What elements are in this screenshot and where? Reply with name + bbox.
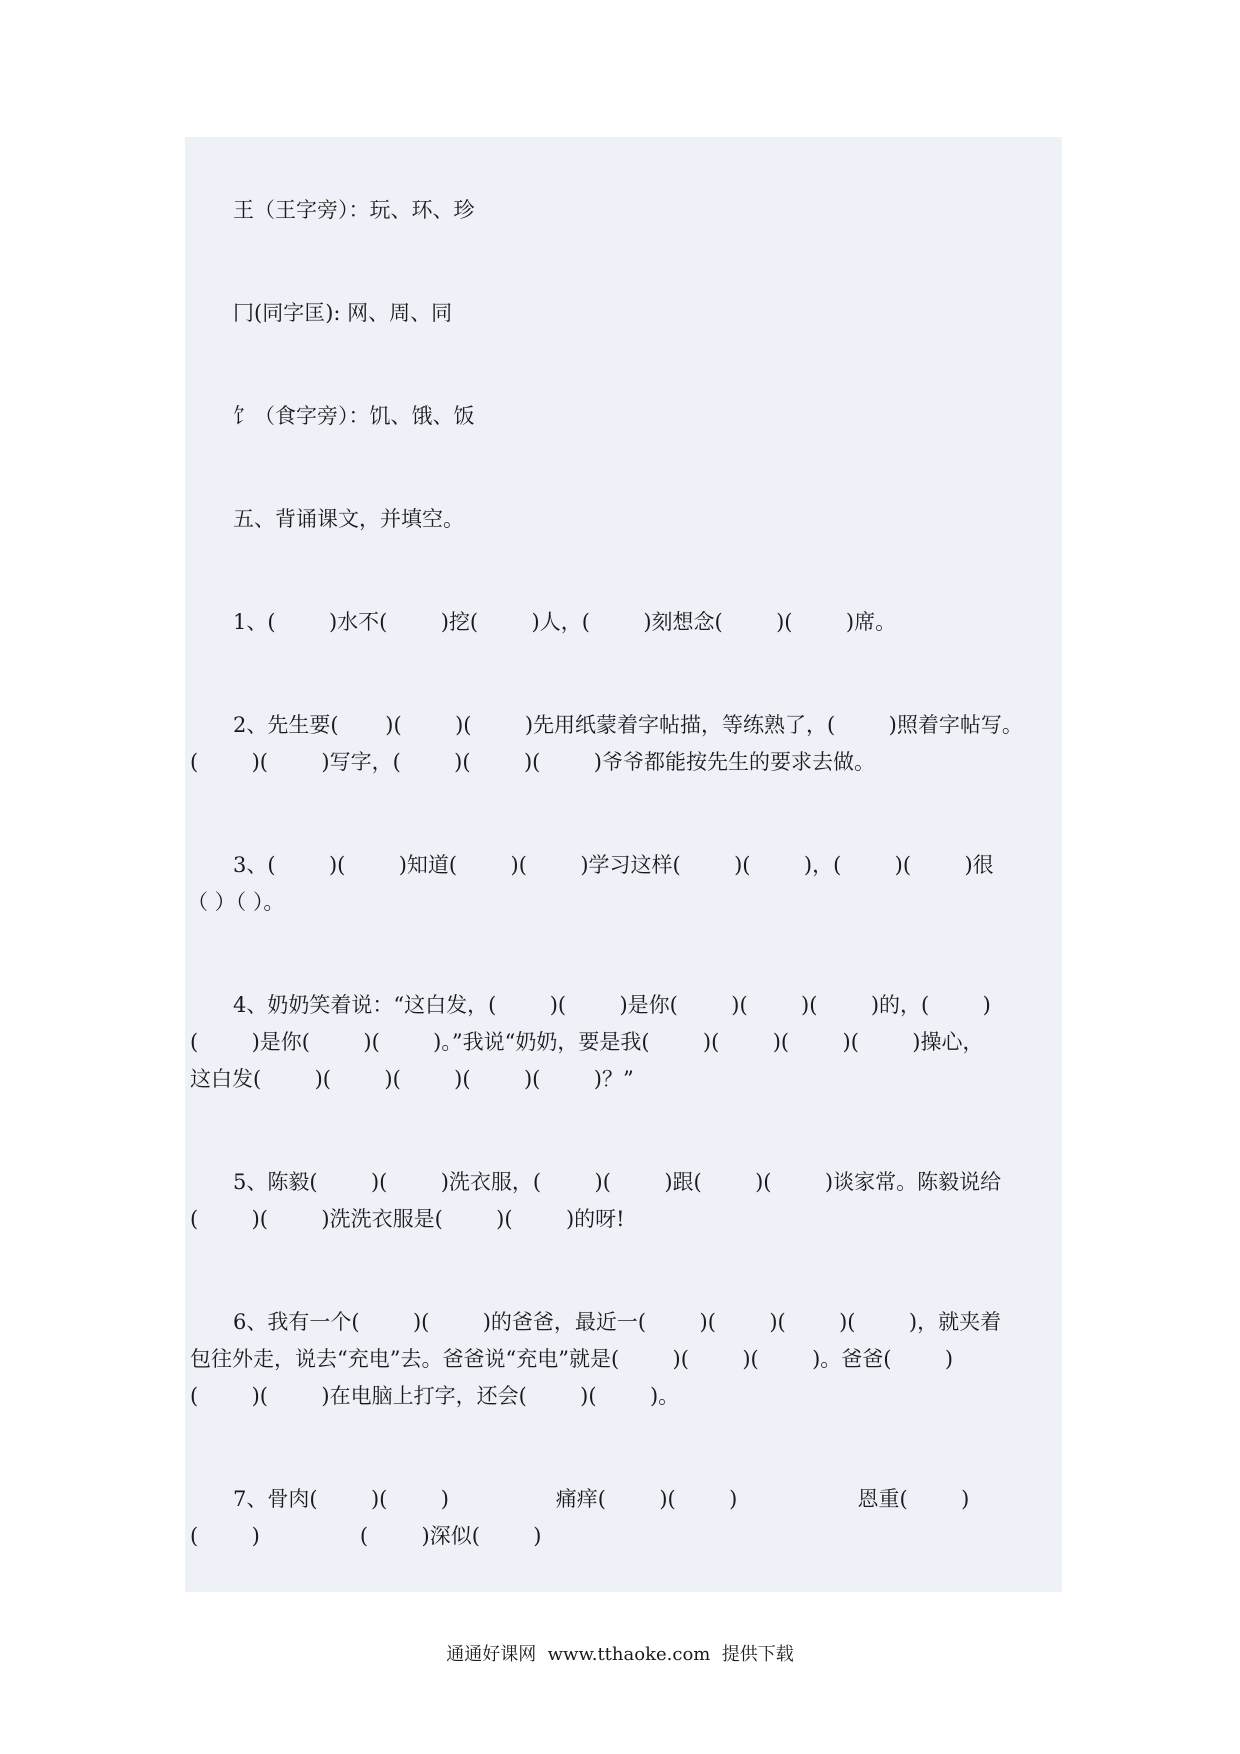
radical-line-jiong: 冂(同字匡): 网、周、同 — [233, 301, 453, 325]
radical-line-shi: 饣（食字旁）：饥、饿、饭 — [233, 404, 475, 428]
footer-credit: 通通好课网 www.tthaoke.com 提供下载 — [446, 1644, 794, 1665]
section-title: 五、背诵课文，并填空。 — [233, 507, 464, 531]
question-4-line-3: 这白发( )( )( )( )( )？” — [190, 1067, 634, 1091]
question-4-line-1: 4、奶奶笑着说：“这白发，( )( )是你( )( )( )的，( ) — [233, 993, 991, 1017]
question-5-line-2: ( )( )洗洗衣服是( )( )的呀! — [190, 1207, 625, 1231]
question-1-line-1: 1、( )水不( )挖( )人，( )刻想念( )( )席。 — [233, 610, 897, 634]
question-7-line-2: ( ) ( )深似( ) — [190, 1524, 542, 1548]
question-6-line-1: 6、我有一个( )( )的爸爸，最近一( )( )( )( )，就夹着 — [233, 1310, 1002, 1334]
question-5-line-1: 5、陈毅( )( )洗衣服，( )( )跟( )( )谈家常。陈毅说给 — [233, 1170, 1002, 1194]
question-2-line-2: ( )( )写字，( )( )( )爷爷都能按先生的要求去做。 — [190, 750, 875, 774]
question-3-line-2: （ ）（ ）。 — [187, 890, 285, 914]
question-3-line-1: 3、( )( )知道( )( )学习这样( )( )，( )( )很 — [233, 853, 994, 877]
question-2-line-1: 2、先生要( )( )( )先用纸蒙着字帖描，等练熟了，( )照着字帖写。 — [233, 713, 1023, 737]
question-7-line-1: 7、骨肉( )( ) 痛痒( )( ) 恩重( ) — [233, 1487, 970, 1511]
radical-line-wang: 王（王字旁）：玩、环、珍 — [233, 198, 475, 222]
worksheet-panel — [185, 137, 1062, 1592]
question-4-line-2: ( )是你( )( )。”我说“奶奶，要是我( )( )( )( )操心， — [190, 1030, 984, 1054]
question-6-line-3: ( )( )在电脑上打字，还会( )( )。 — [190, 1384, 680, 1408]
question-6-line-2: 包往外走，说去“充电”去。爸爸说“充电”就是( )( )( )。爸爸( ) — [190, 1347, 954, 1371]
